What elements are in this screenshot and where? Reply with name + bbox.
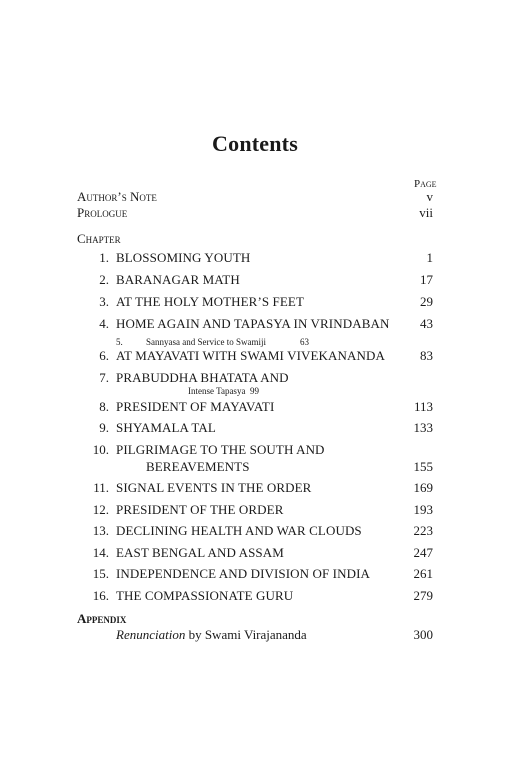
appendix-entry — [116, 627, 307, 643]
chapter-6-page: 83 — [420, 348, 433, 363]
chapter-9-number: 9. — [99, 420, 109, 435]
chapter-8-number: 8. — [99, 399, 109, 414]
chapter-14-page: 247 — [413, 545, 433, 560]
chapter-11-number: 11. — [93, 480, 109, 495]
chapter-10-title: PILGRIMAGE TO THE SOUTH AND — [116, 442, 325, 457]
chapter-4-page: 43 — [420, 316, 433, 331]
appendix-title-rest: by Swami Virajananda — [185, 627, 307, 642]
chapter-2-page: 17 — [420, 272, 433, 287]
chapter-6-number: 6. — [99, 348, 109, 363]
chapter-16-number: 16. — [92, 588, 109, 603]
page-title: Contents — [212, 131, 298, 156]
chapter-16-page: 279 — [413, 588, 433, 603]
chapter-5-title: Sannyasa and Service to Swamiji — [146, 337, 266, 347]
chapter-header: Chapter — [77, 231, 121, 246]
chapter-13-page: 223 — [413, 523, 433, 538]
chapter-7-title: PRABUDDHA BHATATA AND — [116, 370, 289, 385]
chapter-2-title: BARANAGAR MATH — [116, 272, 240, 287]
chapter-7-subtitle: Intense Tapasya — [188, 386, 246, 396]
chapter-15-page: 261 — [413, 566, 433, 581]
chapter-10-page: 155 — [413, 459, 433, 474]
chapter-5-page: 63 — [300, 337, 309, 347]
chapter-15-number: 15. — [92, 566, 109, 581]
chapter-8-page: 113 — [413, 399, 433, 414]
chapter-2-number: 2. — [99, 272, 109, 287]
chapter-16-title: THE COMPASSIONATE GURU — [116, 588, 294, 603]
prologue-page: vii — [419, 205, 433, 220]
appendix-header: Appendix — [77, 611, 127, 626]
chapter-1-number: 1. — [99, 250, 109, 265]
authors-note-page: v — [426, 189, 433, 204]
prologue-label: Prologue — [77, 205, 128, 220]
chapter-12-page: 193 — [413, 502, 433, 517]
appendix-page: 300 — [413, 627, 433, 642]
chapter-11-title: SIGNAL EVENTS IN THE ORDER — [116, 480, 312, 495]
page-column-header: Page — [414, 178, 437, 190]
chapter-15-title: INDEPENDENCE AND DIVISION OF INDIA — [116, 566, 370, 581]
chapter-3-page: 29 — [420, 294, 433, 309]
chapter-1-title: BLOSSOMING YOUTH — [116, 250, 251, 265]
chapter-7-page: 99 — [250, 386, 259, 396]
chapter-13-number: 13. — [92, 523, 109, 538]
chapter-9-page: 133 — [413, 420, 433, 435]
chapter-10-number: 10. — [92, 442, 109, 457]
chapter-14-number: 14. — [92, 545, 109, 560]
chapter-11-page: 169 — [413, 480, 433, 495]
appendix-title-italic: Renunciation — [116, 627, 186, 642]
chapter-3-title: AT THE HOLY MOTHER’S FEET — [116, 294, 305, 309]
chapter-14-title: EAST BENGAL AND ASSAM — [116, 545, 284, 560]
authors-note-label: Author’s Note — [77, 189, 157, 204]
chapter-6-title: AT MAYAVATI WITH SWAMI VIVEKANANDA — [116, 348, 385, 363]
chapter-5-number: 5. — [116, 337, 123, 347]
chapter-3-number: 3. — [99, 294, 109, 309]
chapter-10-title-line2: BEREAVEMENTS — [146, 459, 250, 474]
chapter-7-number: 7. — [99, 370, 109, 385]
chapter-8-title: PRESIDENT OF MAYAVATI — [116, 399, 275, 414]
chapter-1-page: 1 — [426, 250, 433, 265]
chapter-9-title: SHYAMALA TAL — [116, 420, 216, 435]
chapter-4-title: HOME AGAIN AND TAPASYA IN VRINDABAN — [116, 316, 390, 331]
chapter-4-number: 4. — [99, 316, 109, 331]
chapter-12-number: 12. — [92, 502, 109, 517]
chapter-12-title: PRESIDENT OF THE ORDER — [116, 502, 284, 517]
chapter-13-title: DECLINING HEALTH AND WAR CLOUDS — [116, 523, 362, 538]
